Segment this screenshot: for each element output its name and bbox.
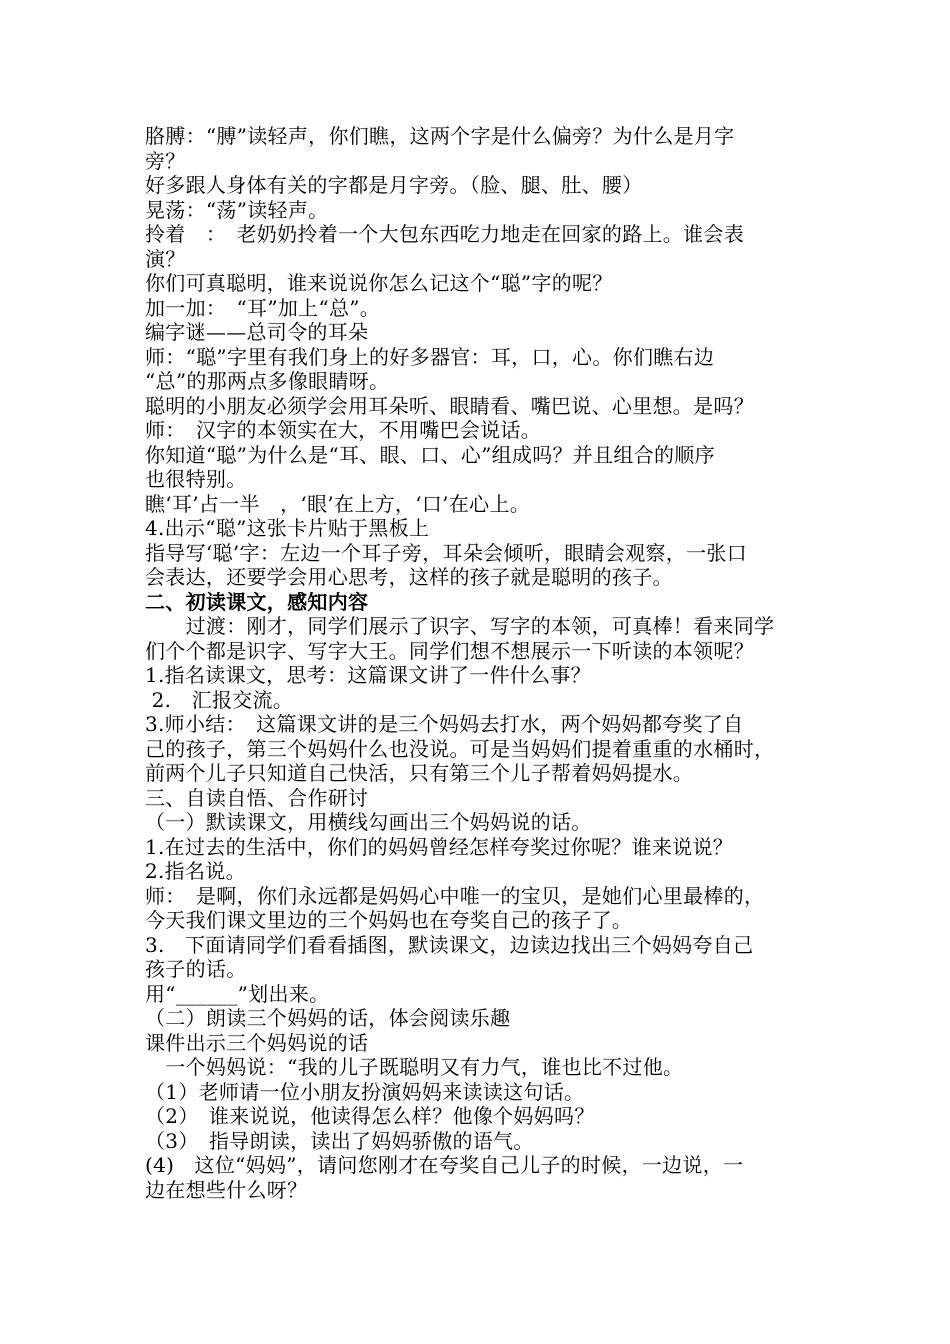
text-line: 一个妈妈说：“我的儿子既聪明又有力气，谁也比不过他。 [145,1055,684,1079]
text-line: 会表达，还要学会用心思考，这样的孩子就是聪明的孩子。 [145,565,673,589]
text-line: 好多跟人身体有关的字都是月字旁。（脸、腿、肚、腰） [145,173,643,197]
text-line: 们个个都是识字、写字大王。同学们想不想展示一下听读的本领呢？ [145,638,754,663]
text-line: 课件出示三个妈妈说的话 [145,1030,369,1055]
text-line: （1）老师请一位小朋友扮演妈妈来读读这句话。 [145,1079,585,1104]
section-heading: 二、初读课文，感知内容 [145,589,369,614]
text-line: 编字谜——总司令的耳朵 [145,320,369,344]
text-line: （二）朗读三个妈妈的话，体会阅读乐趣 [145,1006,511,1030]
text-line: 你知道“聪”为什么是“耳、眼、口、心”组成吗？并且组合的顺序 [145,442,715,467]
text-line: (4) 这位“妈妈”，请问您刚才在夸奖自己儿子的时候，一边说，一 [145,1153,744,1177]
text-line: 4.出示“聪”这张卡片贴于黑板上 [145,516,430,540]
text-line: 演？ [145,246,186,271]
text-line: 1.在过去的生活中，你们的妈妈曾经怎样夸奖过你呢？谁来说说？ [145,834,734,859]
text-line: 胳膊：“膊”读轻声，你们瞧，这两个字是什么偏旁？为什么是月字 [145,124,735,148]
text-line: 拎着 ： 老奶奶拎着一个大包东西吃力地走在回家的路上。谁会表 [145,222,744,246]
text-line: 也很特别。 [145,467,247,491]
text-line: 过渡：刚才，同学们展示了识字、写字的本领，可真棒！看来同学 [145,614,775,638]
text-line: （2） 谁来说说，他读得怎么样？他像个妈妈吗？ [145,1104,595,1128]
text-line: 聪明的小朋友必须学会用耳朵听、眼睛看、嘴巴说、心里想。是吗？ [145,393,754,418]
text-line: 3.师小结： 这篇课文讲的是三个妈妈去打水，两个妈妈都夸奖了自 [145,712,744,736]
text-line: 三、自读自悟、合作研讨 [145,785,369,810]
text-line: 用“______”划出来。 [145,981,330,1006]
text-line: 师： 是啊，你们永远都是妈妈心中唯一的宝贝，是她们心里最棒的， [145,883,765,908]
text-line: 2. 汇报交流。 [145,687,294,712]
text-line: 师： 汉字的本领实在大，不用嘴巴会说话。 [145,418,541,442]
text-line: 2.指名说。 [145,859,246,883]
document-body [145,124,820,1202]
text-line: （一）默读课文，用横线勾画出三个妈妈说的话。 [145,810,592,834]
text-line: 孩子的话。 [145,957,247,981]
text-line: 瞧‘耳’占一半 ，‘眼’在上方，‘口’在心上。 [145,491,531,516]
text-line: 你们可真聪明，谁来说说你怎么记这个“聪”字的呢？ [145,271,613,295]
text-line: 3. 下面请同学们看看插图，默读课文，边读边找出三个妈妈夸自己 [145,932,754,957]
text-line: 边在想些什么呀？ [145,1177,308,1202]
text-line: 加一加： “耳”加上“总”。 [145,295,381,320]
text-line: 1.指名读课文，思考：这篇课文讲了一件什么事？ [145,663,591,687]
text-line: 今天我们课文里边的三个妈妈也在夸奖自己的孩子了。 [145,908,633,932]
text-line: （3） 指导朗读，读出了妈妈骄傲的语气。 [145,1128,534,1153]
text-line: 师：“聪”字里有我们身上的好多器官：耳，口，心。你们瞧右边 [145,344,715,369]
text-line: 晃荡：“荡”读轻声。 [145,197,329,222]
text-line: 己的孩子，第三个妈妈什么也没说。可是当妈妈们提着重重的水桶时， [145,736,775,761]
text-line: 指导写‘聪’字：左边一个耳子旁，耳朵会倾听，眼睛会观察，一张口 [145,540,748,565]
text-line: “总”的那两点多像眼睛呀。 [145,369,390,393]
text-line: 前两个儿子只知道自己快活，只有第三个儿子帮着妈妈提水。 [145,761,694,785]
text-line: 旁？ [145,148,186,173]
